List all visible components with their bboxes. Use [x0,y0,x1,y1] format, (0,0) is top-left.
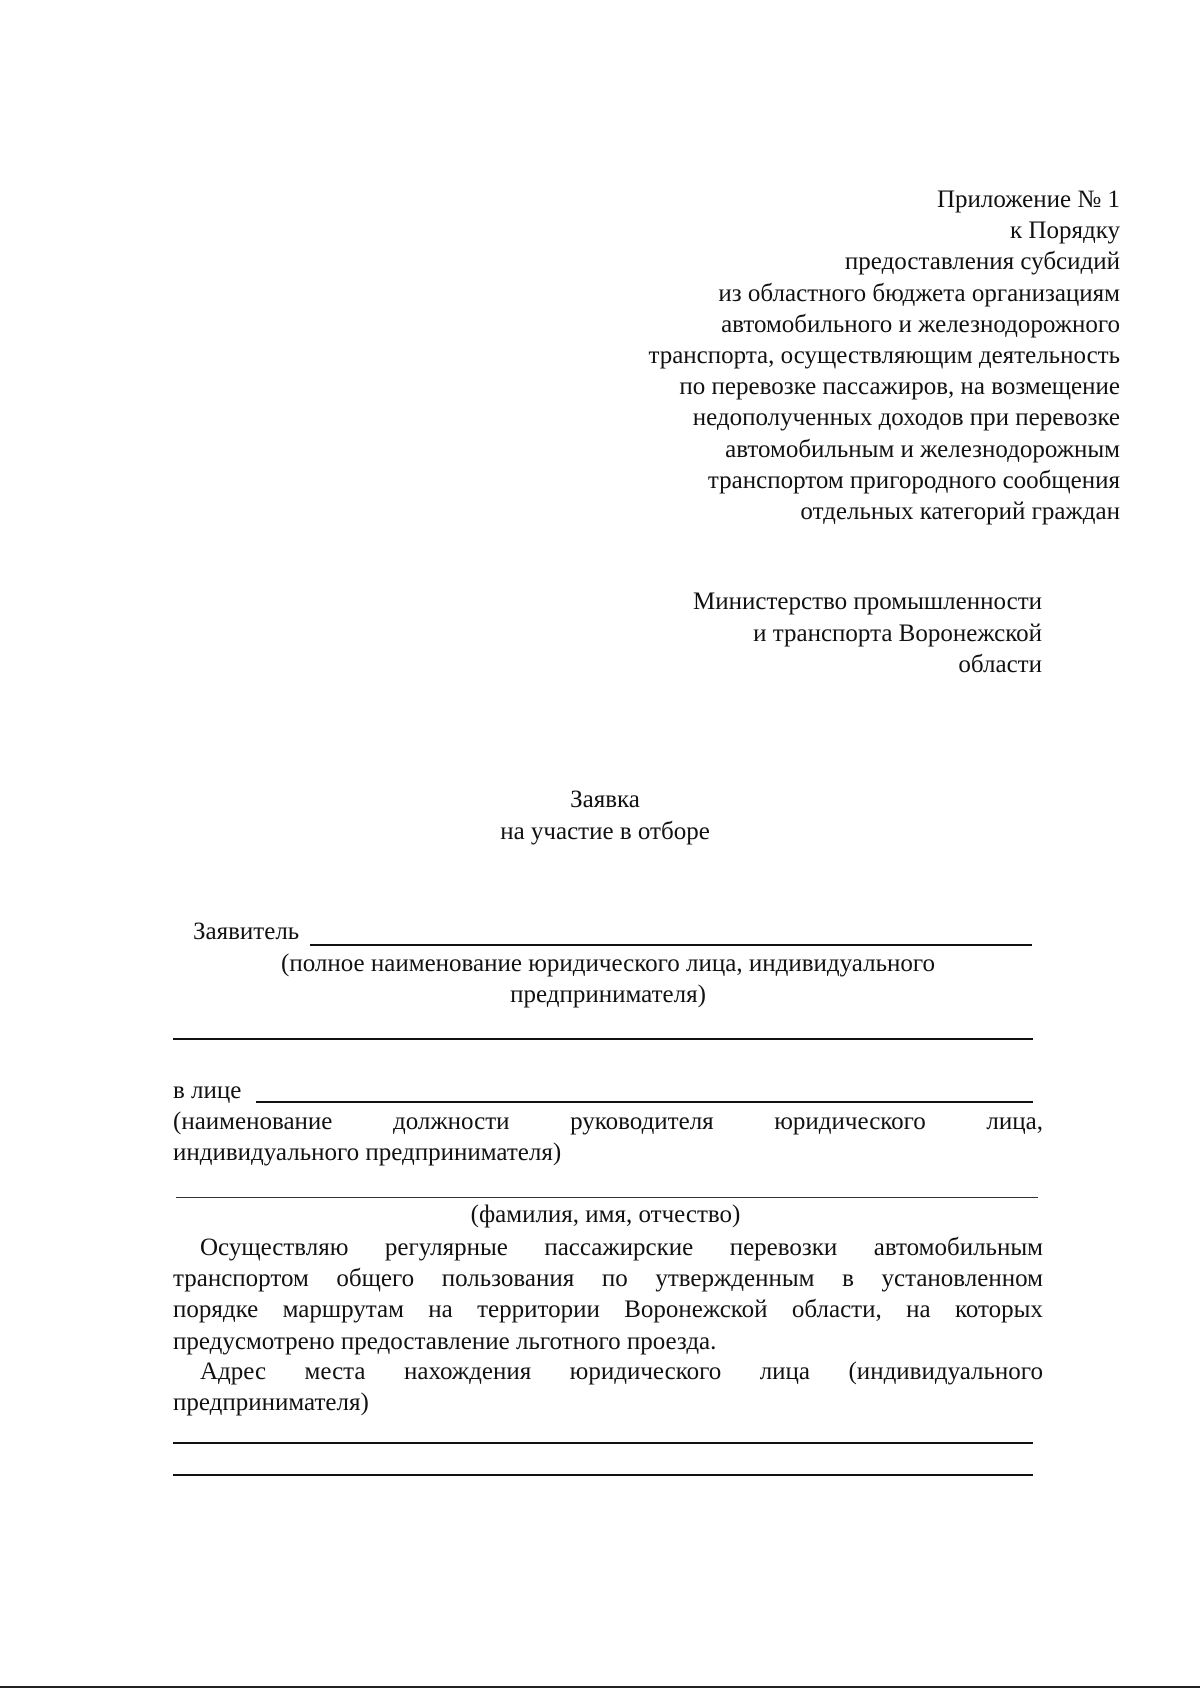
applicant-caption-line-2: предпринимателя) [510,981,706,1008]
word: нахождения [403,1358,532,1385]
applicant-caption-line-1: (полное наименование юридического лица, индивидуального [281,950,935,977]
addressee-line: Министерство промышленности [692,588,1042,615]
word: на [428,1296,453,1324]
statement-line-2 [173,1263,1043,1294]
appendix-line: недополученных доходов при перевозке [692,404,1120,432]
word: юридического [569,1358,722,1385]
appendix-line: автомобильного и железнодорожного [721,310,1120,338]
caption-word: руководителя [570,1108,714,1135]
word: утвержденным [655,1265,815,1293]
word: порядке [173,1296,259,1324]
address-input-line-1[interactable] [173,1442,1033,1444]
fio-input-line[interactable] [176,1197,1038,1198]
word: в [842,1265,854,1293]
word: места [304,1358,366,1385]
word: по [601,1265,628,1293]
word: автомобильным [873,1234,1043,1261]
document-title [0,784,1200,847]
word: транспортом [173,1265,309,1293]
word: на [906,1296,931,1324]
appendix-line: предоставления субсидий [844,248,1120,276]
caption-word: (наименование [173,1108,333,1135]
applicant-input-line[interactable] [310,944,1032,946]
word: территории [477,1296,600,1324]
appendix-line: Приложение № 1 [936,186,1120,213]
fio-caption [173,1199,1038,1230]
caption-word: юридического [774,1108,926,1135]
fio-caption-text: (фамилия, имя, отчество) [470,1201,741,1228]
appendix-line: транспортом пригородного сообщения [707,466,1120,494]
word: установленном [881,1265,1043,1293]
appendix-line: из областного бюджета организациям [718,279,1120,307]
appendix-line: отдельных категорий граждан [800,498,1120,526]
appendix-line: по перевозке пассажиров, на возмещение [679,373,1120,401]
representative-caption-line-2: индивидуального предпринимателя) [173,1139,562,1166]
statement-line-1 [173,1232,1043,1263]
statement-line-3 [173,1294,1043,1325]
word: Адрес [200,1358,267,1385]
word: регулярные [384,1234,508,1261]
word: общего [336,1265,415,1293]
addressee-line: области [958,651,1042,678]
addressee-line: и транспорта Воронежской [753,619,1042,647]
address-line-1 [173,1356,1043,1387]
page-edge-line [0,1686,1200,1688]
applicant-label: Заявитель [193,918,300,945]
address-line-2: предпринимателя) [173,1389,369,1417]
word: Воронежской [624,1296,768,1324]
applicant-input-line-2[interactable] [173,1038,1033,1040]
statement-line-4: предусмотрено предоставление льготного проезда. [173,1327,717,1355]
word: (индивидуального [848,1358,1043,1385]
word: Осуществляю [200,1234,349,1261]
title-line-1: Заявка [570,786,640,813]
appendix-line: автомобильным и железнодорожным [725,435,1120,463]
title-line-2: на участие в отборе [500,817,710,845]
word: пассажирские [544,1234,694,1261]
word: которых [954,1296,1043,1324]
appendix-line: к Порядку [1010,217,1120,245]
word: пользования [441,1265,575,1293]
addressee-block [693,586,1042,681]
caption-word: должности [392,1108,510,1135]
applicant-caption [173,948,1043,1010]
representative-label: в лице [173,1077,242,1104]
address-input-line-2[interactable] [173,1474,1033,1476]
appendix-line: транспорта, осуществляющим деятельность [648,342,1120,370]
representative-input-line[interactable] [256,1101,1033,1103]
address-paragraph [173,1356,1043,1418]
caption-word: лица, [986,1108,1043,1135]
statement-paragraph [173,1232,1043,1357]
word: лица [759,1358,811,1385]
representative-caption-line-1 [173,1106,1043,1137]
word: перевозки [729,1234,838,1261]
word: маршрутам [282,1296,404,1324]
word: области, [791,1296,882,1324]
appendix-header [648,184,1120,527]
